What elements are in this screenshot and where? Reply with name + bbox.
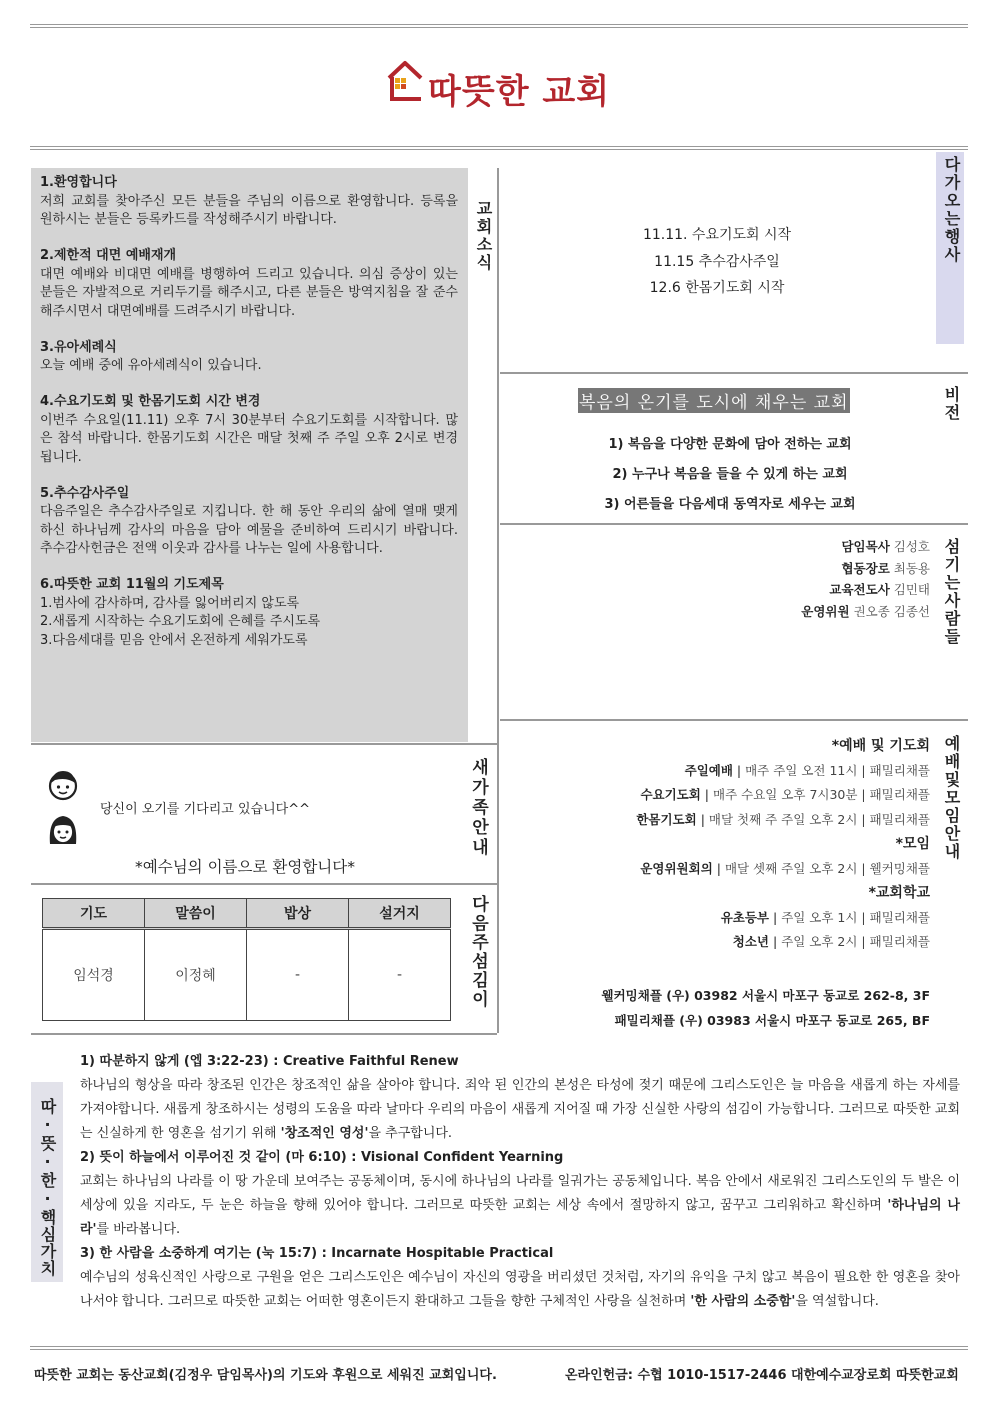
- address-line: 패밀리채플 (우) 03983 서울시 마포구 동교로 265, BF: [614, 1012, 930, 1028]
- vision-title: 복음의 온기를 도시에 채우는 교회: [578, 388, 850, 413]
- duty-section-tag: 다음주섬김이: [468, 895, 488, 1009]
- table-cell: 이정혜: [145, 929, 247, 1021]
- staff-row: [700, 601, 930, 623]
- schedule-row: 주일예배 | 매주 주일 오전 11시 | 패밀리채플: [684, 762, 930, 778]
- vision-item: 2) 누구나 복음을 들을 수 있게 하는 교회: [612, 467, 848, 482]
- worship-schedule: [540, 734, 930, 955]
- footer-support-note: 따뜻한 교회는 동산교회(김정우 담임목사)의 기도와 후원으로 세워진 교회입니다.: [34, 1368, 497, 1383]
- event-item: 12.6 한몸기도회 시작: [649, 280, 785, 296]
- church-house-icon: [386, 58, 424, 102]
- core-values: [80, 1050, 960, 1314]
- core-text: 교회는 하나님의 나라를 이 땅 가운데 보여주는 공동체이며, 동시에 하나님의 나라를 일궈가는 공동체입니다. 복음 안에서 새로워진 그리스도인의 두 발은 이 세상에 있을 지라도, 두 눈은 하늘을 향해 있어야 합니다. 그러므로 따뜻한 교회는 세상 속에서 절망하지 않고, 꿈꾸고 그리워하고 확신하며: [80, 1174, 960, 1213]
- schedule-desc: 매달 셋째 주일 오후 2시 | 웰커밍채플: [724, 860, 930, 876]
- staff-name: 김성호: [893, 539, 930, 554]
- core-value-item: [80, 1242, 960, 1314]
- news-item: [40, 393, 458, 467]
- core-emphasis: '창조적인 영성': [280, 1126, 369, 1141]
- column-divider: [497, 168, 499, 1033]
- news-item: [40, 485, 458, 559]
- event-item: 11.11. 수요기도회 시작: [642, 227, 792, 243]
- schedule-row: 수요기도회 | 매주 수요일 오후 7시30분 | 패밀리채플: [640, 787, 930, 802]
- core-text: 하나님의 형상을 따라 창조된 인간은 창조적인 삶을 살아야 합니다. 죄악 된 인간의 본성은 타성에 젖기 때문에 그리스도인은 늘 마음을 새롭게 하는 자세를 가져야합니다. 새롭게 창조하시는 성령의 도움을 따라 날마다 우리의 마음이 새롭게 지어질 때 가장 신실한 사랑의 섬김이 가능합니다. 그러므로 따뜻한 교회는 신실하게 한 영혼을 섬기기 위해: [80, 1078, 960, 1141]
- schedule-name: 운영위원회의: [640, 860, 713, 876]
- table-header: 기도: [43, 899, 145, 929]
- staff-name: 김민태: [893, 582, 930, 597]
- schedule-name: 청소년: [732, 934, 770, 949]
- news-title: 5.추수감사주일: [40, 485, 130, 501]
- prayer-line: 3.다음세대를 믿음 안에서 온전하게 세워가도록: [40, 632, 308, 648]
- prayer-title: 6.따뜻한 교회 11월의 기도제목: [40, 577, 224, 592]
- core-value-heading: 3) 한 사람을 소중하게 여기는 (눅 15:7) : Incarnate Hospitable Practical: [80, 1246, 554, 1261]
- church-news-panel: [31, 168, 468, 742]
- news-title: 4.수요기도회 및 한몸기도회 시간 변경: [40, 394, 261, 409]
- core-value-body: [80, 1266, 960, 1314]
- section-divider: [500, 523, 968, 525]
- church-logo-text: 따뜻한 교회: [428, 72, 611, 112]
- section-divider: [500, 719, 968, 721]
- news-text: 대면 예배와 비대면 예배를 병행하여 드리고 있습니다. 의심 증상이 있는 분들은 자발적으로 거리두기를 해주시고, 다른 분들은 방역지침을 잘 준수해주시면서 대면예배를 드려주시기 바랍니다.: [40, 266, 458, 319]
- newcomer-welcome-text: *예수님의 이름으로 환영합니다*: [135, 858, 356, 876]
- news-title: 2.제한적 대면 예배재개: [40, 248, 177, 263]
- duty-table: [42, 898, 451, 1021]
- staff-row: [700, 579, 930, 601]
- staff-role: 교육전도사: [829, 582, 890, 597]
- vision-section-tag: 비전: [942, 386, 961, 422]
- schedule-name: 유초등부: [720, 909, 770, 925]
- upcoming-events: [500, 222, 934, 302]
- table-cell: -: [247, 929, 349, 1021]
- boy-face-icon: [47, 768, 79, 802]
- section-divider: [31, 883, 497, 885]
- staff-row: [700, 558, 930, 580]
- core-value-body: [80, 1170, 960, 1242]
- newcomer-section-tag: 새가족안내: [468, 758, 488, 858]
- footer-rule: [30, 1346, 968, 1350]
- girl-face-icon: [47, 812, 79, 848]
- vision-item: 1) 복음을 다양한 문화에 담아 전하는 교회: [608, 437, 852, 452]
- core-emphasis: '하나님의 나라': [80, 1198, 960, 1237]
- worship-heading: *예배 및 기도회: [831, 738, 930, 754]
- prayer-item: [40, 576, 458, 650]
- core-text: 예수님의 성육신적인 사랑으로 구원을 얻은 그리스도인은 예수님이 자신의 영광을 버리셨던 것처럼, 자기의 유익을 구치 않고 복음이 필요한 한 영혼을 찾아 나서야 합니다. 그러므로 따뜻한 교회는 어떠한 영혼이든지 환대하고 그들을 향한 구체적인 사랑을 실천하며: [80, 1270, 960, 1309]
- top-rule: [30, 24, 968, 28]
- news-text: 오늘 예배 중에 유아세례식이 있습니다.: [40, 358, 262, 373]
- section-divider: [31, 1033, 497, 1035]
- table-header: 밥상: [247, 899, 349, 929]
- staff-role: 담임목사: [841, 539, 890, 554]
- vision-list: [540, 430, 920, 520]
- address-line: 웰커밍채플 (우) 03982 서울시 마포구 동교로 262-8, 3F: [601, 988, 930, 1003]
- news-title: 3.유아세례식: [40, 339, 117, 355]
- section-divider: [500, 372, 968, 374]
- header-rule: [30, 146, 968, 150]
- news-section-tag: 교회소식: [474, 200, 493, 272]
- core-value-heading: 2) 뜻이 하늘에서 이루어진 것 같이 (마 6:10) : Visional Confident Yearning: [80, 1150, 564, 1165]
- schedule-row: 운영위원회의 | 매달 셋째 주일 오후 2시 | 웰커밍채플: [640, 860, 930, 876]
- core-emphasis: '한 사람의 소중함': [690, 1294, 796, 1309]
- staff-name: 최동용: [893, 560, 930, 576]
- core-text: 을 역설합니다.: [795, 1294, 879, 1309]
- prayer-line: 2.새롭게 시작하는 수요기도회에 은혜를 주시도록: [40, 614, 321, 629]
- table-header: 말씀이: [145, 899, 247, 929]
- schedule-desc: 매달 첫째 주 주일 오후 2시 | 패밀리채플: [708, 811, 930, 827]
- news-title: 1.환영합니다: [40, 175, 117, 190]
- worship-section-tag: 예배및모임안내: [942, 735, 961, 861]
- staff-name: 권오종 김종선: [853, 603, 930, 619]
- school-heading: *교회학교: [868, 885, 930, 901]
- prayer-line: 1.범사에 감사하며, 감사를 잃어버리지 않도록: [40, 595, 300, 611]
- table-row: [43, 929, 451, 1021]
- schedule-name: 수요기도회: [640, 787, 701, 802]
- core-value-heading: 1) 따분하지 않게 (엡 3:22-23) : Creative Faithful Renew: [80, 1054, 459, 1069]
- news-item: [40, 339, 458, 376]
- table-cell: -: [349, 929, 451, 1021]
- core-text: 를 바라봅니다.: [96, 1222, 181, 1237]
- schedule-desc: 매주 수요일 오후 7시30분 | 패밀리채플: [713, 787, 930, 802]
- news-item: [40, 174, 458, 230]
- staff-row: [700, 536, 930, 558]
- schedule-row: 한몸기도회 | 매달 첫째 주 주일 오후 2시 | 패밀리채플: [636, 811, 930, 827]
- news-item: [40, 247, 458, 321]
- schedule-desc: 매주 주일 오전 11시 | 패밀리채플: [745, 762, 930, 778]
- table-header: 설거지: [349, 899, 451, 929]
- core-value-item: [80, 1146, 960, 1242]
- core-value-body: [80, 1074, 960, 1146]
- news-text: 저희 교회를 찾아주신 모든 분들을 주님의 이름으로 환영합니다. 등록을 원하시는 분들은 등록카드를 작성해주시기 바랍니다.: [40, 193, 458, 227]
- table-header-row: [43, 899, 451, 929]
- staff-list: [700, 536, 930, 622]
- news-text: 다음주일은 추수감사주일로 지킵니다. 한 해 동안 우리의 삶에 열매 맺게 하신 하나님께 감사의 마음을 담아 예물을 준비하여 드리시기 바랍니다. 추수감사헌금은 전액 이웃과 감사를 나누는 일에 사용합니다.: [40, 504, 458, 556]
- core-value-item: [80, 1050, 960, 1146]
- staff-role: 운영위원: [801, 603, 850, 619]
- footer-offering-info: 온라인헌금: 수협 1010-1517-2446 대한예수교장로회 따뜻한교회: [565, 1368, 959, 1383]
- schedule-name: 주일예배: [684, 762, 733, 778]
- schedule-desc: 주일 오후 1시 | 패밀리채플: [781, 909, 930, 925]
- table-cell: 임석경: [43, 929, 145, 1021]
- staff-section-tag: 섬기는사람들: [942, 538, 961, 646]
- newcomer-wait-text: 당신이 오기를 기다리고 있습니다^^: [100, 802, 310, 817]
- core-values-section-tag: 따·뜻·한·핵심가치: [38, 1098, 57, 1277]
- event-item: 11.15 추수감사주일: [654, 253, 780, 270]
- address-list: [540, 984, 930, 1033]
- schedule-name: 한몸기도회: [636, 811, 697, 827]
- schedule-row: 유초등부 | 주일 오후 1시 | 패밀리채플: [720, 909, 930, 925]
- schedule-row: 청소년 | 주일 오후 2시 | 패밀리채플: [732, 934, 930, 949]
- events-section-tag: 다가오는행사: [942, 156, 961, 264]
- staff-role: 협동장로: [841, 560, 890, 576]
- section-divider: [31, 743, 497, 745]
- news-text: 이번주 수요일(11.11) 오후 7시 30분부터 수요기도회를 시작합니다. 많은 참석 바랍니다. 한몸기도회 시간은 매달 첫째 주 주일 오후 2시로 변경됩니다.: [40, 412, 458, 465]
- core-text: 을 추구합니다.: [368, 1126, 453, 1141]
- schedule-desc: 주일 오후 2시 | 패밀리채플: [781, 934, 930, 949]
- meeting-heading: *모임: [895, 836, 930, 852]
- vision-item: 3) 어른들을 다음세대 동역자로 세우는 교회: [604, 497, 856, 512]
